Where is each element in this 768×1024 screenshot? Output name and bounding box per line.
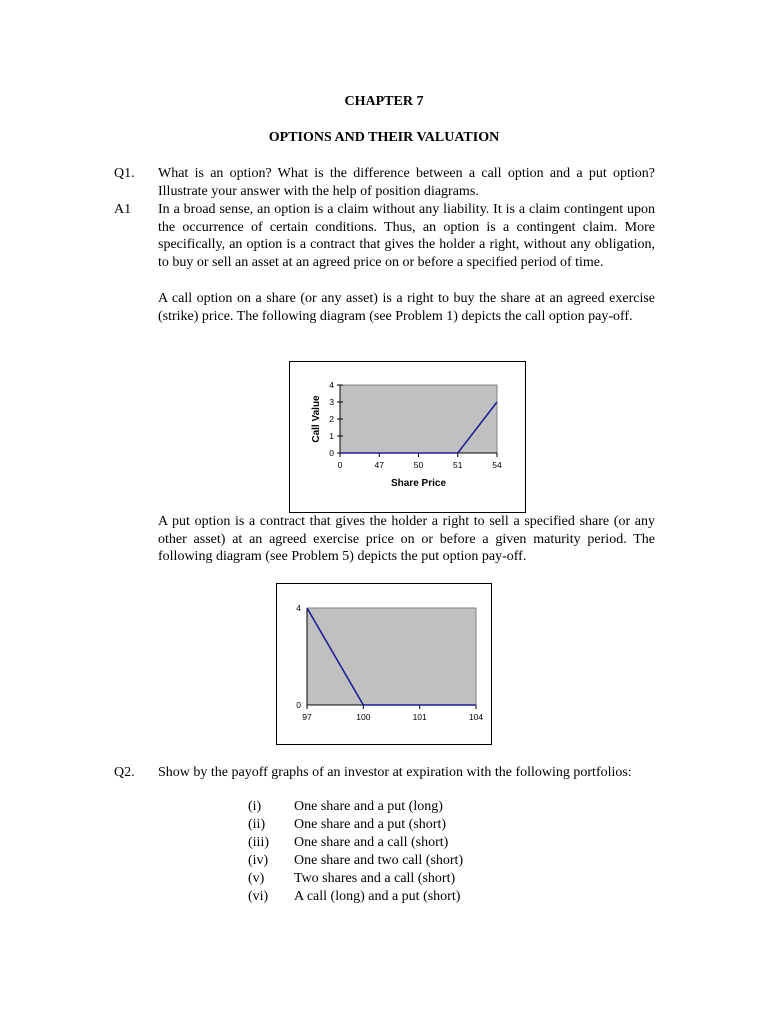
x-tick-label: 100 [356, 712, 371, 722]
plot-area [340, 385, 497, 453]
plot-area [307, 608, 476, 705]
y-tick-label: 2 [329, 414, 334, 424]
x-tick-label: 54 [492, 460, 502, 470]
question-2-label: Q2. [114, 765, 135, 780]
x-tick-label: 47 [374, 460, 384, 470]
call-option-chart [289, 361, 526, 513]
chapter-title: OPTIONS AND THEIR VALUATION [268, 130, 500, 145]
list-item-text: A call (long) and a put (short) [294, 888, 461, 904]
question-2-text: Show by the payoff graphs of an investor at expiration with the following portfolios: [158, 765, 632, 780]
call-option-chart-svg [290, 362, 527, 514]
list-item-number: (i) [248, 799, 262, 814]
list-item-text: One share and two call (short) [294, 852, 464, 868]
list-item-text: Two shares and a call (short) [294, 870, 456, 886]
y-tick-label: 4 [296, 603, 301, 613]
list-item-text: One share and a put (long) [294, 799, 443, 814]
list-item-text: One share and a put (short) [294, 816, 447, 832]
answer-1-paragraph-1: In a broad sense, an option is a claim without any liability. It is a claim contingent upon the occurrence of certain conditions. Thus, an option is a contingent claim. More specifically, an option is a contract that gives the holder a right, without any obligation, to buy or sell an asset at an agreed price on or before a specified period of time. [158, 202, 655, 271]
list-item [248, 888, 463, 906]
x-tick-label: 97 [302, 712, 312, 722]
y-tick-label: 0 [296, 700, 301, 710]
list-item-number: (ii) [248, 816, 266, 832]
x-tick-label: 104 [468, 712, 484, 722]
list-item-text: One share and a call (short) [294, 834, 449, 850]
answer-1-paragraph-3: A put option is a contract that gives the holder a right to sell a specified share (or any other asset) at an agreed exercise price on or before a given maturity period. The following diagram (see Problem 5) depicts the put option pay-off. [158, 514, 655, 565]
x-tick-label: 0 [337, 460, 343, 470]
list-item [248, 852, 463, 870]
put-option-chart [276, 583, 492, 745]
y-tick-label: 4 [329, 380, 334, 390]
list-item [248, 870, 463, 888]
list-item-number: (iii) [248, 834, 269, 850]
list-item-number: (iv) [248, 852, 269, 868]
x-tick-label: 101 [412, 712, 427, 722]
question-1-label: Q1. [114, 166, 135, 181]
y-axis-title: Call Value [311, 395, 322, 443]
y-tick-label: 0 [329, 448, 334, 458]
list-item [248, 816, 463, 834]
answer-1-label: A1 [114, 202, 132, 217]
list-item [248, 834, 463, 852]
list-item-number: (v) [248, 870, 265, 886]
y-tick-label: 3 [329, 397, 334, 407]
portfolio-list [248, 798, 463, 905]
chapter-number: CHAPTER 7 [344, 94, 424, 109]
put-option-chart-svg [277, 584, 493, 746]
list-item-number: (vi) [248, 888, 269, 904]
list-item [248, 798, 463, 816]
answer-1-paragraph-2: A call option on a share (or any asset) is a right to buy the share at an agreed exercise (strike) price. The following diagram (see Problem 1) depicts the call option pay-off. [158, 291, 655, 324]
x-tick-label: 51 [453, 460, 463, 470]
x-tick-label: 50 [413, 460, 424, 470]
question-1-text: What is an option? What is the difference between a call option and a put option? Illustrate your answer with the help of position diagrams. [158, 166, 655, 199]
x-axis-title: Share Price [390, 478, 447, 489]
y-tick-label: 1 [329, 431, 334, 441]
